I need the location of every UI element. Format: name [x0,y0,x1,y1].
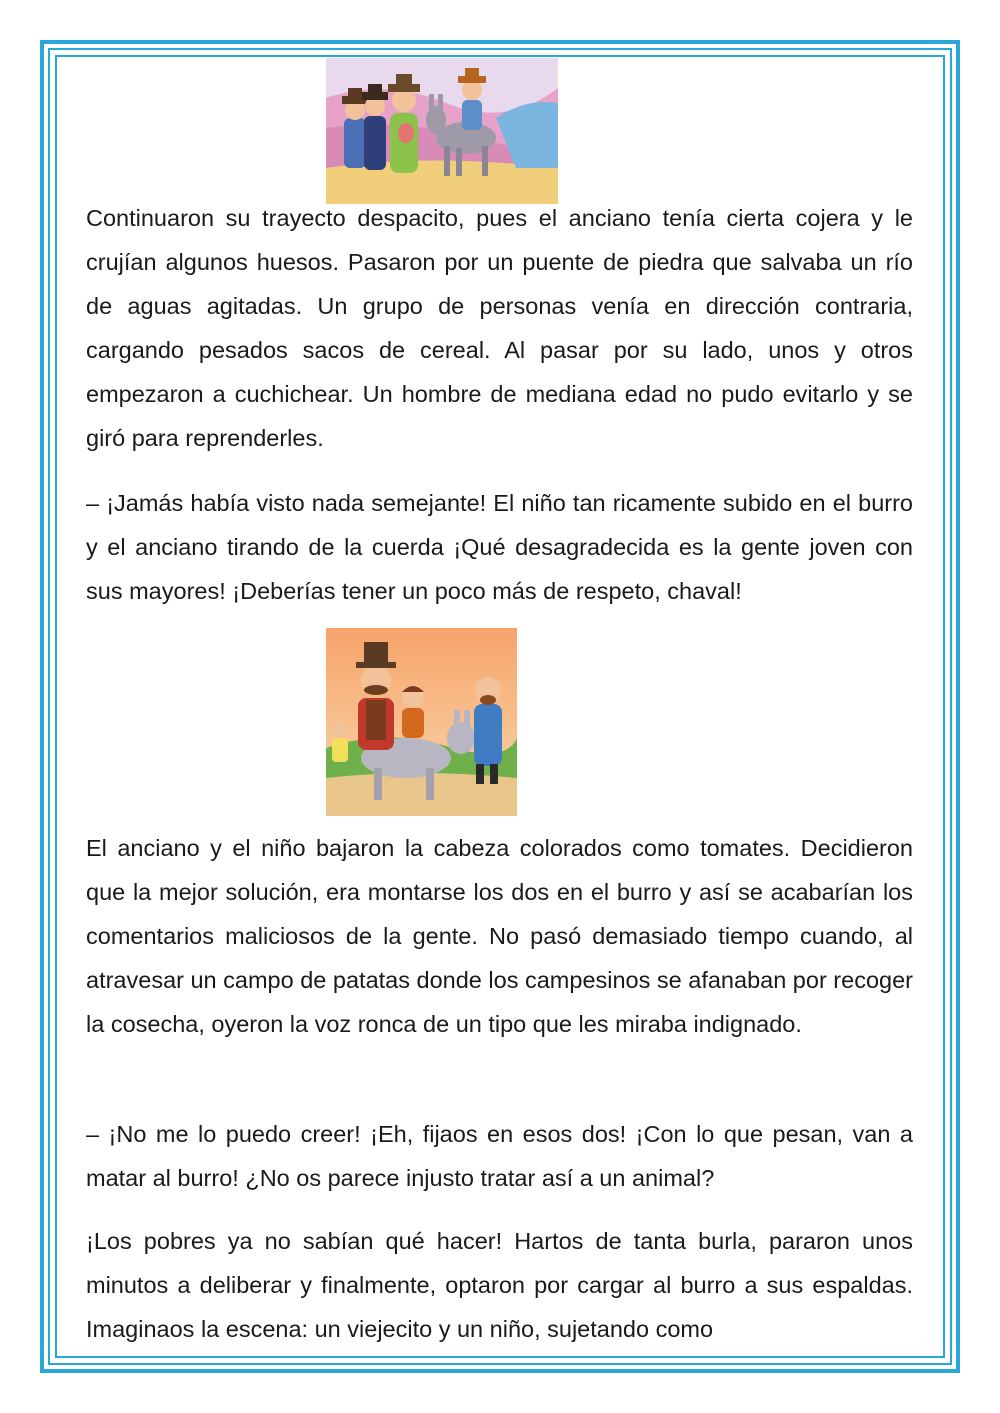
story-paragraph-5: ¡Los pobres ya no sabían qué hacer! Hartos de tanta burla, pararon unos minutos a deliberar y finalmente, optaron por cargar al burro a sus espaldas. Imaginaos la escena: un viejecito y un niño, sujetando como [86,1228,913,1342]
illustration-boy-on-donkey [326,628,517,816]
illustration-men-on-road [326,58,558,204]
story-paragraph-1: Continuaron su trayecto despacito, pues el anciano tenía cierta cojera y le crujían algunos huesos. Pasaron por un puente de piedra que salvaba un río de aguas agitadas. Un grupo de personas venía en dirección contraria, cargando pesados sacos de cereal. Al pasar por su lado, unos y otros empezaron a cuchichear. Un hombre de mediana edad no pudo evitarlo y se giró para reprenderles. [86,205,913,451]
story-paragraph-3: El anciano y el niño bajaron la cabeza colorados como tomates. Decidieron que la mejor solución, era montarse los dos en el burro y así se acabarían los comentarios maliciosos de la gente. No pasó demasiado tiempo cuando, al atravesar un campo de patatas donde los campesinos se afanaban por recoger la cosecha, oyeron la voz ronca de un tipo que les miraba indignado. [86,835,913,1037]
story-paragraph-2: – ¡Jamás había visto nada semejante! El niño tan ricamente subido en el burro y el anciano tirando de la cuerda ¡Qué desagradecida es la gente joven con sus mayores! ¡Deberías tener un poco más de respeto, chaval! [86,490,913,604]
story-paragraph-4: – ¡No me lo puedo creer! ¡Eh, fijaos en esos dos! ¡Con lo que pesan, van a matar al burro! ¿No os parece injusto tratar así a un animal? [86,1121,913,1191]
